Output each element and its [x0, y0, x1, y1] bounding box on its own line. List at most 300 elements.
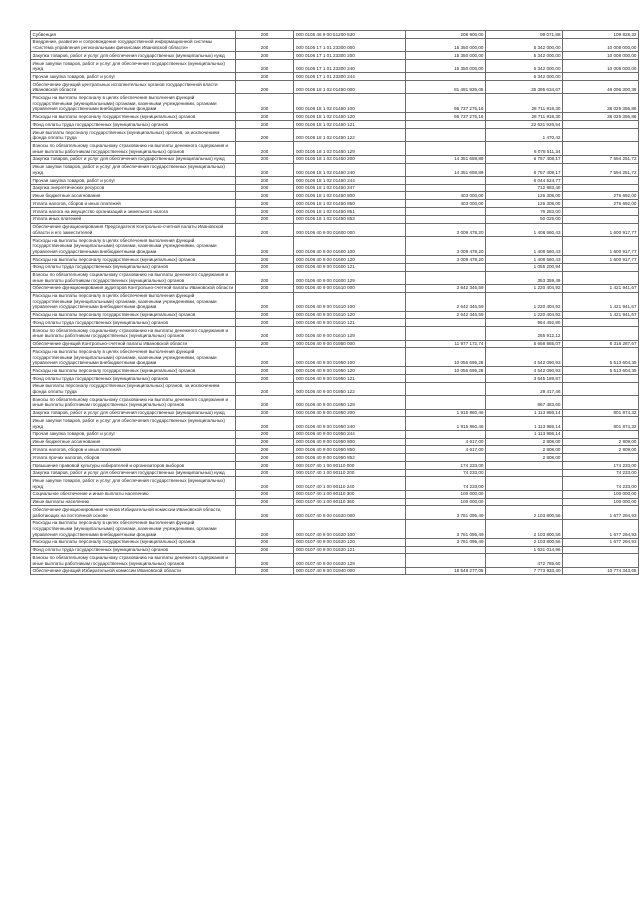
expense-name-cell: Расходы на выплаты персоналу государственных (муниципальных) органов — [31, 255, 236, 263]
line-code-cell: 200 — [236, 271, 294, 284]
budget-code-cell: 000 0107 40 9 00 01620 100 — [294, 519, 406, 538]
line-code-cell: 200 — [236, 546, 294, 554]
unexecuted-amount-cell: 1 421 941,67 — [563, 284, 639, 292]
approved-amount-cell — [406, 176, 486, 184]
executed-amount-cell: 5 342 000,00 — [486, 73, 563, 81]
line-code-cell: 200 — [236, 284, 294, 292]
expense-name-cell: Расходы на выплаты персоналу государственных (муниципальных) органов — [31, 367, 236, 375]
approved-amount-cell: 14 351 659,89 — [406, 163, 486, 176]
expense-name-cell: Обеспечение функционирования Председателя Контрольно-счетной палаты Ивановской области и его заместителей — [31, 223, 236, 236]
line-code-cell: 200 — [236, 59, 294, 72]
budget-code-cell: 000 0107 40 9 00 01620 000 — [294, 506, 406, 519]
line-code-cell: 200 — [236, 430, 294, 438]
executed-amount-cell: 29 417,46 — [486, 382, 563, 395]
budget-code-cell: 000 0106 40 9 00 01950 000 — [294, 340, 406, 348]
budget-code-cell: 000 0107 40 9 00 01940 000 — [294, 567, 406, 575]
executed-amount-cell: 1 408 560,43 — [486, 223, 563, 236]
expense-name-cell: Закупка товаров, работ и услуг для обеспечения государственных (муниципальных) нужд — [31, 409, 236, 417]
approved-amount-cell: 100 000,00 — [406, 490, 486, 498]
budget-code-cell: 000 0106 40 9 00 01950 100 — [294, 348, 406, 367]
unexecuted-amount-cell — [563, 142, 639, 155]
executed-amount-cell: 1 113 986,14 — [486, 430, 563, 438]
executed-amount-cell: 2 808,00 — [486, 454, 563, 462]
line-code-cell: 200 — [236, 506, 294, 519]
approved-amount-cell: 18 548 277,05 — [406, 567, 486, 575]
expense-name-cell: Иные выплаты персоналу государственных (муниципальных) органов, за исключением фонда оплаты труда — [31, 382, 236, 395]
line-code-cell: 200 — [236, 255, 294, 263]
unexecuted-amount-cell — [563, 554, 639, 567]
unexecuted-amount-cell — [563, 546, 639, 554]
budget-code-cell: 000 0106 18 1 02 01450 100 — [294, 94, 406, 113]
table-row — [31, 519, 639, 538]
line-code-cell: 200 — [236, 31, 294, 39]
approved-amount-cell: 15 350 000,00 — [406, 52, 486, 60]
budget-code-cell: 000 0106 40 9 00 01610 120 — [294, 311, 406, 319]
approved-amount-cell: 174 233,00 — [406, 461, 486, 469]
executed-amount-cell — [486, 498, 563, 506]
line-code-cell: 200 — [236, 498, 294, 506]
executed-amount-cell: 6 078 511,34 — [486, 142, 563, 155]
expense-name-cell: Уплата налогов, сборов и иных платежей — [31, 446, 236, 454]
line-code-cell: 200 — [236, 236, 294, 255]
expense-name-cell: Иные закупки товаров, работ и услуг для обеспечения государственных (муниципальных) нужд — [31, 477, 236, 490]
approved-amount-cell — [406, 319, 486, 327]
unexecuted-amount-cell — [563, 121, 639, 129]
approved-amount-cell: 100 000,00 — [406, 498, 486, 506]
approved-amount-cell: 10 056 695,28 — [406, 348, 486, 367]
table-row — [31, 215, 639, 223]
approved-amount-cell: 3 781 095,49 — [406, 506, 486, 519]
table-row — [31, 271, 639, 284]
approved-amount-cell: 1 915 860,46 — [406, 409, 486, 417]
executed-amount-cell: 5 342 000,00 — [486, 59, 563, 72]
line-code-cell: 200 — [236, 176, 294, 184]
executed-amount-cell: 22 631 926,54 — [486, 121, 563, 129]
expense-name-cell: Повышение правовой культуры избирателей и организаторов выборов — [31, 461, 236, 469]
line-code-cell: 200 — [236, 454, 294, 462]
expense-name-cell: Прочая закупка товаров, работ и услуг — [31, 430, 236, 438]
unexecuted-amount-cell — [563, 271, 639, 284]
unexecuted-amount-cell — [563, 382, 639, 395]
table-row — [31, 192, 639, 200]
line-code-cell: 200 — [236, 263, 294, 271]
unexecuted-amount-cell: 1 600 917,77 — [563, 236, 639, 255]
unexecuted-amount-cell: 10 008 000,00 — [563, 59, 639, 72]
approved-amount-cell: 1 915 860,46 — [406, 417, 486, 430]
table-row — [31, 490, 639, 498]
expense-name-cell: Обеспечение функций центральных исполнительных органов государственной власти Ивановской области — [31, 81, 236, 94]
executed-amount-cell: 1 408 560,43 — [486, 236, 563, 255]
approved-amount-cell: 403 000,00 — [406, 200, 486, 208]
budget-code-cell: 000 0106 17 1 01 23300 240 — [294, 59, 406, 72]
table-row — [31, 538, 639, 546]
budget-code-cell: 000 0106 40 9 00 01950 129 — [294, 396, 406, 409]
budget-code-cell: 000 0107 40 1 00 90110 360 — [294, 498, 406, 506]
expense-name-cell: Расходы на выплаты персоналу государственных (муниципальных) органов — [31, 311, 236, 319]
unexecuted-amount-cell: 1 600 917,77 — [563, 255, 639, 263]
budget-code-cell: 000 0107 40 1 00 90110 300 — [294, 490, 406, 498]
table-row — [31, 255, 639, 263]
approved-amount-cell — [406, 271, 486, 284]
line-code-cell: 200 — [236, 311, 294, 319]
expense-name-cell: Социальное обеспечение и иные выплаты населению — [31, 490, 236, 498]
unexecuted-amount-cell: 10 008 000,00 — [563, 38, 639, 51]
table-row — [31, 554, 639, 567]
unexecuted-amount-cell — [563, 263, 639, 271]
table-row — [31, 200, 639, 208]
executed-amount-cell: 1 220 404,92 — [486, 284, 563, 292]
expense-name-cell: Прочая закупка товаров, работ и услуг — [31, 73, 236, 81]
line-code-cell: 200 — [236, 417, 294, 430]
line-code-cell: 200 — [236, 319, 294, 327]
unexecuted-amount-cell: 7 594 251,72 — [563, 155, 639, 163]
approved-amount-cell — [406, 73, 486, 81]
budget-code-cell: 000 0106 17 1 01 23300 200 — [294, 52, 406, 60]
approved-amount-cell: 66 737 275,16 — [406, 94, 486, 113]
executed-amount-cell — [486, 461, 563, 469]
executed-amount-cell — [486, 490, 563, 498]
line-code-cell: 200 — [236, 113, 294, 121]
executed-amount-cell: 2 808,00 — [486, 438, 563, 446]
unexecuted-amount-cell: 1 677 294,93 — [563, 538, 639, 546]
line-code-cell: 200 — [236, 142, 294, 155]
line-code-cell: 200 — [236, 554, 294, 567]
expense-name-cell: Взносы по обязательному социальному страхованию на выплаты денежного содержания и иные выплаты работникам государственных (муниципальных) органов — [31, 554, 236, 567]
line-code-cell: 200 — [236, 121, 294, 129]
expense-name-cell: Взносы по обязательному социальному страхованию на выплаты денежного содержания и иные выплаты работникам государственных (муниципальных) органов — [31, 271, 236, 284]
approved-amount-cell — [406, 215, 486, 223]
unexecuted-amount-cell — [563, 319, 639, 327]
budget-code-cell: 000 0107 40 1 00 90110 240 — [294, 477, 406, 490]
expense-name-cell: Расходы на выплаты персоналу государственных (муниципальных) органов — [31, 538, 236, 546]
expense-name-cell: Обеспечение функционирования аудиторов Контрольно-счетной палаты Ивановской области — [31, 284, 236, 292]
budget-code-cell: 000 0106 18 1 02 01450 122 — [294, 129, 406, 142]
line-code-cell: 200 — [236, 200, 294, 208]
expense-name-cell: Взносы по обязательному социальному страхованию на выплаты денежного содержания и иные выплаты работникам государственных (муниципальных) органов — [31, 327, 236, 340]
table-row — [31, 382, 639, 395]
line-code-cell: 200 — [236, 223, 294, 236]
expense-name-cell: Субвенция — [31, 31, 236, 39]
approved-amount-cell: 4 617,00 — [406, 438, 486, 446]
budget-code-cell: 000 0106 18 1 02 01450 200 — [294, 155, 406, 163]
executed-amount-cell: 2 103 800,56 — [486, 506, 563, 519]
approved-amount-cell: 11 977 172,74 — [406, 340, 486, 348]
budget-code-cell: 000 0106 40 9 00 01950 852 — [294, 454, 406, 462]
budget-code-cell: 000 0106 40 9 00 01950 122 — [294, 382, 406, 395]
table-row — [31, 319, 639, 327]
table-row — [31, 94, 639, 113]
table-row — [31, 375, 639, 383]
executed-amount-cell: 5 658 885,07 — [486, 340, 563, 348]
executed-amount-cell: 255 912,12 — [486, 327, 563, 340]
expense-name-cell: Фонд оплаты труда государственных (муниципальных) органов — [31, 375, 236, 383]
unexecuted-amount-cell: 2 809,00 — [563, 438, 639, 446]
table-row — [31, 163, 639, 176]
budget-code-cell: 000 0106 40 9 00 01950 240 — [294, 417, 406, 430]
table-row — [31, 38, 639, 51]
unexecuted-amount-cell: 109 828,32 — [563, 31, 639, 39]
budget-code-cell: 000 0106 40 9 00 01950 121 — [294, 375, 406, 383]
budget-code-cell: 000 0106 18 1 02 01450 800 — [294, 192, 406, 200]
line-code-cell: 200 — [236, 469, 294, 477]
approved-amount-cell — [406, 263, 486, 271]
expense-name-cell: Уплата иных платежей — [31, 215, 236, 223]
line-code-cell: 200 — [236, 438, 294, 446]
line-code-cell: 200 — [236, 367, 294, 375]
expense-name-cell: Иные закупки товаров, работ и услуг для обеспечения государственных (муниципальных) нужд — [31, 417, 236, 430]
executed-amount-cell: 1 055 200,94 — [486, 263, 563, 271]
table-row — [31, 292, 639, 311]
budget-code-cell: 000 0106 18 1 02 01450 240 — [294, 163, 406, 176]
unexecuted-amount-cell: 7 594 251,72 — [563, 163, 639, 176]
executed-amount-cell: 867 483,60 — [486, 396, 563, 409]
executed-amount-cell: 4 542 090,93 — [486, 367, 563, 375]
budget-code-cell: 000 0106 40 9 00 01600 120 — [294, 255, 406, 263]
executed-amount-cell: 2 808,00 — [486, 446, 563, 454]
executed-amount-cell: 99 071,88 — [486, 31, 563, 39]
expense-name-cell: Уплата налогов, сборов и иных платежей — [31, 200, 236, 208]
unexecuted-amount-cell — [563, 73, 639, 81]
budget-code-cell: 000 0106 18 1 02 01450 851 — [294, 208, 406, 216]
line-code-cell: 200 — [236, 215, 294, 223]
table-row — [31, 348, 639, 367]
approved-amount-cell — [406, 454, 486, 462]
table-row — [31, 469, 639, 477]
approved-amount-cell — [406, 129, 486, 142]
approved-amount-cell: 74 233,00 — [406, 477, 486, 490]
budget-code-cell: 000 0106 40 9 00 01600 129 — [294, 271, 406, 284]
table-row — [31, 461, 639, 469]
line-code-cell: 200 — [236, 292, 294, 311]
unexecuted-amount-cell — [563, 454, 639, 462]
table-row — [31, 155, 639, 163]
executed-amount-cell: 6 757 408,17 — [486, 163, 563, 176]
executed-amount-cell: 5 342 000,00 — [486, 52, 563, 60]
approved-amount-cell: 403 000,00 — [406, 192, 486, 200]
executed-amount-cell — [486, 469, 563, 477]
budget-code-cell: 000 0106 18 1 02 01450 850 — [294, 200, 406, 208]
line-code-cell: 200 — [236, 348, 294, 367]
unexecuted-amount-cell: 1 421 941,67 — [563, 292, 639, 311]
approved-amount-cell: 81 491 935,05 — [406, 81, 486, 94]
unexecuted-amount-cell — [563, 184, 639, 192]
approved-amount-cell — [406, 208, 486, 216]
executed-amount-cell: 353 359,49 — [486, 271, 563, 284]
approved-amount-cell — [406, 121, 486, 129]
budget-code-cell: 000 0106 40 9 00 01610 100 — [294, 292, 406, 311]
expense-name-cell: Расходы на выплаты персоналу государственных (муниципальных) органов — [31, 113, 236, 121]
line-code-cell: 200 — [236, 519, 294, 538]
executed-amount-cell: 1 220 404,92 — [486, 292, 563, 311]
budget-code-cell: 000 0106 40 9 00 01950 200 — [294, 409, 406, 417]
unexecuted-amount-cell: 276 692,00 — [563, 200, 639, 208]
executed-amount-cell: 1 220 404,92 — [486, 311, 563, 319]
unexecuted-amount-cell: 38 025 356,86 — [563, 113, 639, 121]
approved-amount-cell — [406, 554, 486, 567]
approved-amount-cell: 15 350 000,00 — [406, 38, 486, 51]
expense-name-cell: Иные бюджетные ассигнования — [31, 192, 236, 200]
executed-amount-cell: 2 103 800,56 — [486, 519, 563, 538]
line-code-cell: 200 — [236, 490, 294, 498]
expense-name-cell: Уплата налога на имущество организаций и земельного налога — [31, 208, 236, 216]
table-row — [31, 176, 639, 184]
executed-amount-cell: 472 785,60 — [486, 554, 563, 567]
table-row — [31, 73, 639, 81]
executed-amount-cell: 28 711 918,30 — [486, 94, 563, 113]
approved-amount-cell — [406, 184, 486, 192]
expense-name-cell: Обеспечение функций Избирательной комиссии Ивановской области — [31, 567, 236, 575]
approved-amount-cell: 3 009 478,20 — [406, 255, 486, 263]
budget-code-cell: 000 0106 17 1 01 23300 244 — [294, 73, 406, 81]
table-row — [31, 121, 639, 129]
table-row — [31, 417, 639, 430]
expense-name-cell: Иные выплаты персоналу государственных (муниципальных) органов, за исключением фонда оплаты труда — [31, 129, 236, 142]
unexecuted-amount-cell: 46 096 300,38 — [563, 81, 639, 94]
budget-code-cell: 000 0106 18 1 02 01450 120 — [294, 113, 406, 121]
executed-amount-cell: 28 711 918,30 — [486, 113, 563, 121]
line-code-cell: 200 — [236, 81, 294, 94]
line-code-cell: 200 — [236, 396, 294, 409]
table-row — [31, 81, 639, 94]
executed-amount-cell: 1 631 014,96 — [486, 546, 563, 554]
unexecuted-amount-cell — [563, 129, 639, 142]
budget-code-cell: 000 0106 18 1 02 01450 853 — [294, 215, 406, 223]
line-code-cell: 200 — [236, 409, 294, 417]
unexecuted-amount-cell: 6 318 287,67 — [563, 340, 639, 348]
expense-name-cell: Обеспечение функционирования членов Избирательной комиссии Ивановской области, работающих на постоянной основе — [31, 506, 236, 519]
unexecuted-amount-cell — [563, 176, 639, 184]
expense-name-cell: Закупка товаров, работ и услуг для обеспечения государственных (муниципальных) нужд — [31, 52, 236, 60]
unexecuted-amount-cell — [563, 327, 639, 340]
budget-table — [30, 30, 639, 575]
line-code-cell: 200 — [236, 382, 294, 395]
unexecuted-amount-cell: 1 600 917,77 — [563, 223, 639, 236]
unexecuted-amount-cell: 1 677 294,93 — [563, 519, 639, 538]
table-row — [31, 477, 639, 490]
expense-name-cell: Расходы на выплаты персоналу в целях обеспечения выполнения функций государственными (муниципальными) органами, казенными учреждениями, органами управления государственными внебюджетными фондами — [31, 292, 236, 311]
line-code-cell: 200 — [236, 192, 294, 200]
budget-code-cell: 000 0106 40 9 00 01600 000 — [294, 223, 406, 236]
table-row — [31, 263, 639, 271]
line-code-cell: 200 — [236, 340, 294, 348]
executed-amount-cell: 6 757 408,17 — [486, 155, 563, 163]
budget-table-body — [31, 31, 639, 575]
line-code-cell: 200 — [236, 52, 294, 60]
line-code-cell: 200 — [236, 567, 294, 575]
table-row — [31, 129, 639, 142]
expense-name-cell: Расходы на выплаты персоналу в целях обеспечения выполнения функций государственными (муниципальными) органами, казенными учреждениями, органами управления государственными внебюджетными фондами — [31, 348, 236, 367]
unexecuted-amount-cell: 100 000,00 — [563, 498, 639, 506]
executed-amount-cell: 7 773 933,40 — [486, 567, 563, 575]
line-code-cell: 200 — [236, 446, 294, 454]
table-row — [31, 284, 639, 292]
budget-code-cell: 000 0106 18 1 02 01450 129 — [294, 142, 406, 155]
expense-name-cell: Расходы на выплаты персоналу в целях обеспечения выполнения функций государственными (муниципальными) органами, казенными учреждениями, органами управления государственными внебюджетными фондами — [31, 519, 236, 538]
unexecuted-amount-cell: 10 774 343,65 — [563, 567, 639, 575]
expense-name-cell: Закупка товаров, работ и услуг для обеспечения государственных (муниципальных) нужд — [31, 469, 236, 477]
unexecuted-amount-cell: 5 513 604,35 — [563, 367, 639, 375]
approved-amount-cell: 208 900,00 — [406, 31, 486, 39]
unexecuted-amount-cell: 174 233,00 — [563, 461, 639, 469]
table-row — [31, 546, 639, 554]
table-row — [31, 59, 639, 72]
executed-amount-cell: 712 883,40 — [486, 184, 563, 192]
expense-name-cell: Взносы по обязательному социальному страхованию на выплаты денежного содержания и иные выплаты работникам государственных (муниципальных) органов — [31, 396, 236, 409]
table-row — [31, 454, 639, 462]
budget-code-cell: 000 0106 18 1 02 01450 000 — [294, 81, 406, 94]
budget-code-cell: 000 0107 40 1 00 90110 200 — [294, 469, 406, 477]
table-row — [31, 367, 639, 375]
budget-code-cell: 000 0105 46 9 00 51200 530 — [294, 31, 406, 39]
approved-amount-cell: 66 737 275,16 — [406, 113, 486, 121]
expense-name-cell: Прочая закупка товаров, работ и услуг — [31, 176, 236, 184]
expense-name-cell: Иные закупки товаров, работ и услуг для обеспечения государственных (муниципальных) нужд — [31, 163, 236, 176]
line-code-cell: 200 — [236, 73, 294, 81]
executed-amount-cell: 964 492,80 — [486, 319, 563, 327]
line-code-cell: 200 — [236, 155, 294, 163]
expense-name-cell: Фонд оплаты труда государственных (муниципальных) органов — [31, 263, 236, 271]
budget-code-cell: 000 0106 18 1 02 01450 244 — [294, 176, 406, 184]
table-row — [31, 567, 639, 575]
budget-code-cell: 000 0107 40 9 00 01620 121 — [294, 546, 406, 554]
budget-code-cell: 000 0106 40 9 00 01600 100 — [294, 236, 406, 255]
unexecuted-amount-cell — [563, 396, 639, 409]
budget-code-cell: 000 0106 18 1 02 01450 247 — [294, 184, 406, 192]
line-code-cell: 200 — [236, 461, 294, 469]
line-code-cell: 200 — [236, 375, 294, 383]
executed-amount-cell: 50 025,00 — [486, 215, 563, 223]
table-row — [31, 223, 639, 236]
expense-name-cell: Фонд оплаты труда государственных (муниципальных) органов — [31, 546, 236, 554]
executed-amount-cell: 76 283,00 — [486, 208, 563, 216]
executed-amount-cell: 1 113 986,14 — [486, 409, 563, 417]
unexecuted-amount-cell: 801 874,32 — [563, 417, 639, 430]
approved-amount-cell: 2 642 346,59 — [406, 292, 486, 311]
expense-name-cell: Иные бюджетные ассигнования — [31, 438, 236, 446]
table-row — [31, 340, 639, 348]
table-row — [31, 236, 639, 255]
table-row — [31, 506, 639, 519]
unexecuted-amount-cell: 2 809,00 — [563, 446, 639, 454]
executed-amount-cell: 4 542 090,93 — [486, 348, 563, 367]
approved-amount-cell: 4 617,00 — [406, 446, 486, 454]
table-row — [31, 184, 639, 192]
table-row — [31, 396, 639, 409]
approved-amount-cell — [406, 142, 486, 155]
approved-amount-cell — [406, 375, 486, 383]
table-row — [31, 430, 639, 438]
line-code-cell: 200 — [236, 184, 294, 192]
line-code-cell: 200 — [236, 477, 294, 490]
expense-name-cell: Взносы по обязательному социальному страхованию на выплаты денежного содержания и иные выплаты работникам государственных (муниципальных) органов — [31, 142, 236, 155]
expense-name-cell: Внедрение, развитие и сопровождение государственной информационной системы «Система управления региональными финансами Ивановской области» — [31, 38, 236, 51]
approved-amount-cell: 3 781 095,49 — [406, 519, 486, 538]
budget-code-cell: 000 0106 40 9 00 01610 121 — [294, 319, 406, 327]
line-code-cell: 200 — [236, 129, 294, 142]
expense-name-cell: Закупка энергетических ресурсов — [31, 184, 236, 192]
expense-name-cell: Расходы на выплаты персоналу в целях обеспечения выполнения функций государственными (муниципальными) органами, казенными учреждениями, органами управления государственными внебюджетными фондами — [31, 236, 236, 255]
unexecuted-amount-cell: 100 000,00 — [563, 490, 639, 498]
expense-name-cell: Расходы на выплаты персоналу в целях обеспечения выполнения функций государственными (муниципальными) органами, казенными учреждениями, органами управления государственными внебюджетными фондами — [31, 94, 236, 113]
approved-amount-cell: 14 351 659,89 — [406, 155, 486, 163]
approved-amount-cell: 2 642 346,59 — [406, 284, 486, 292]
budget-code-cell: 000 0106 40 9 00 01950 850 — [294, 446, 406, 454]
unexecuted-amount-cell: 74 233,00 — [563, 477, 639, 490]
executed-amount-cell: 1 113 986,14 — [486, 417, 563, 430]
executed-amount-cell: 1 408 560,43 — [486, 255, 563, 263]
unexecuted-amount-cell: 801 874,32 — [563, 409, 639, 417]
approved-amount-cell — [406, 546, 486, 554]
